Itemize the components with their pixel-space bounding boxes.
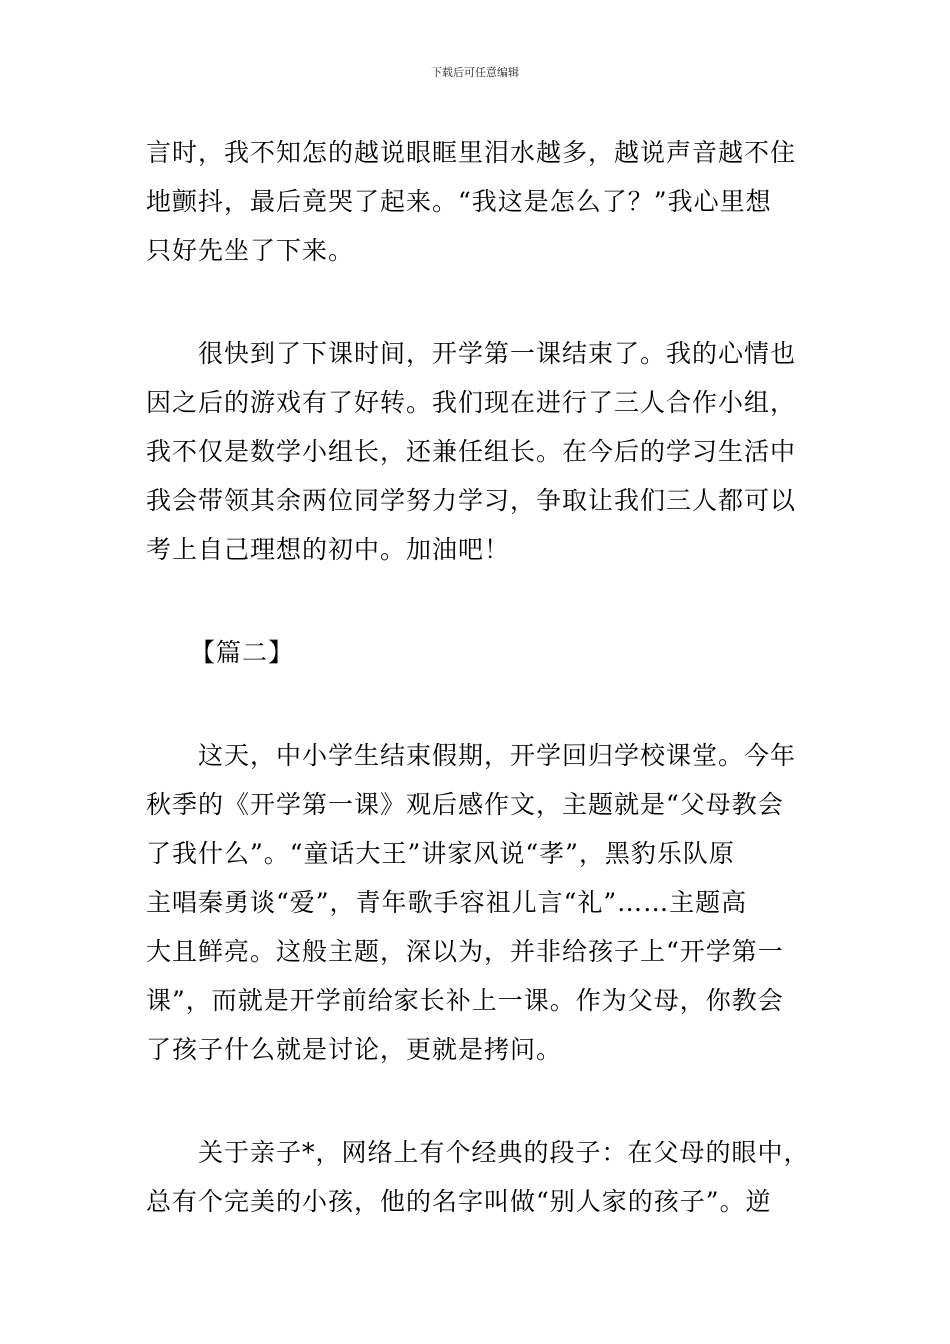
text-line: 因之后的游戏有了好转。我们现在进行了三人合作小组， <box>146 388 797 417</box>
text-line: 总有个完美的小孩，他的名字叫做“别人家的孩子”。逆 <box>146 1187 772 1216</box>
paragraph-2 <box>146 329 814 574</box>
paragraph-1 <box>146 128 814 275</box>
text-line: 我不仅是数学小组长，还兼任组长。在今后的学习生活中 <box>146 437 797 466</box>
text-line: 主唱秦勇谈“爱”，青年歌手容祖儿言“礼”……主题高 <box>146 888 748 917</box>
text-line: 秋季的《开学第一课》观后感作文，主题就是“父母教会 <box>146 790 784 819</box>
text-line: 很快到了下课时间，开学第一课结束了。我的心情也 <box>198 339 797 368</box>
paragraph-gap <box>146 275 814 329</box>
paragraph-gap <box>146 1074 814 1128</box>
text-line: 考上自己理想的初中。加油吧！ <box>146 535 511 564</box>
text-line: 地颤抖，最后竟哭了起来。“我这是怎么了？”我心里想 <box>146 187 772 216</box>
document-body <box>146 128 814 1226</box>
section-heading: 【篇二】 <box>190 638 295 667</box>
paragraph-4 <box>146 1128 814 1226</box>
text-line: 这天，中小学生结束假期，开学回归学校课堂。今年 <box>198 741 797 770</box>
paragraph-gap <box>146 677 814 731</box>
text-line: 了我什么”。“童话大王”讲家风说“孝”，黑豹乐队原 <box>146 839 735 868</box>
paragraph-gap <box>146 574 814 628</box>
text-line: 课”，而就是开学前给家长补上一课。作为父母，你教会 <box>146 986 784 1015</box>
text-line: 关于亲子*，网络上有个经典的段子：在父母的眼中， <box>198 1138 810 1167</box>
text-line: 言时，我不知怎的越说眼眶里泪水越多，越说声音越不住 <box>146 138 797 167</box>
text-line: 我会带领其余两位同学努力学习，争取让我们三人都可以 <box>146 486 797 515</box>
header-note: 下载后可任意编辑 <box>431 66 519 79</box>
text-line: 了孩子什么就是讨论，更就是拷问。 <box>146 1035 563 1064</box>
paragraph-3 <box>146 731 814 1074</box>
text-line: 大且鲜亮。这般主题，深以为，并非给孩子上“开学第一 <box>146 937 784 966</box>
text-line: 只好先坐了下来。 <box>146 236 355 265</box>
